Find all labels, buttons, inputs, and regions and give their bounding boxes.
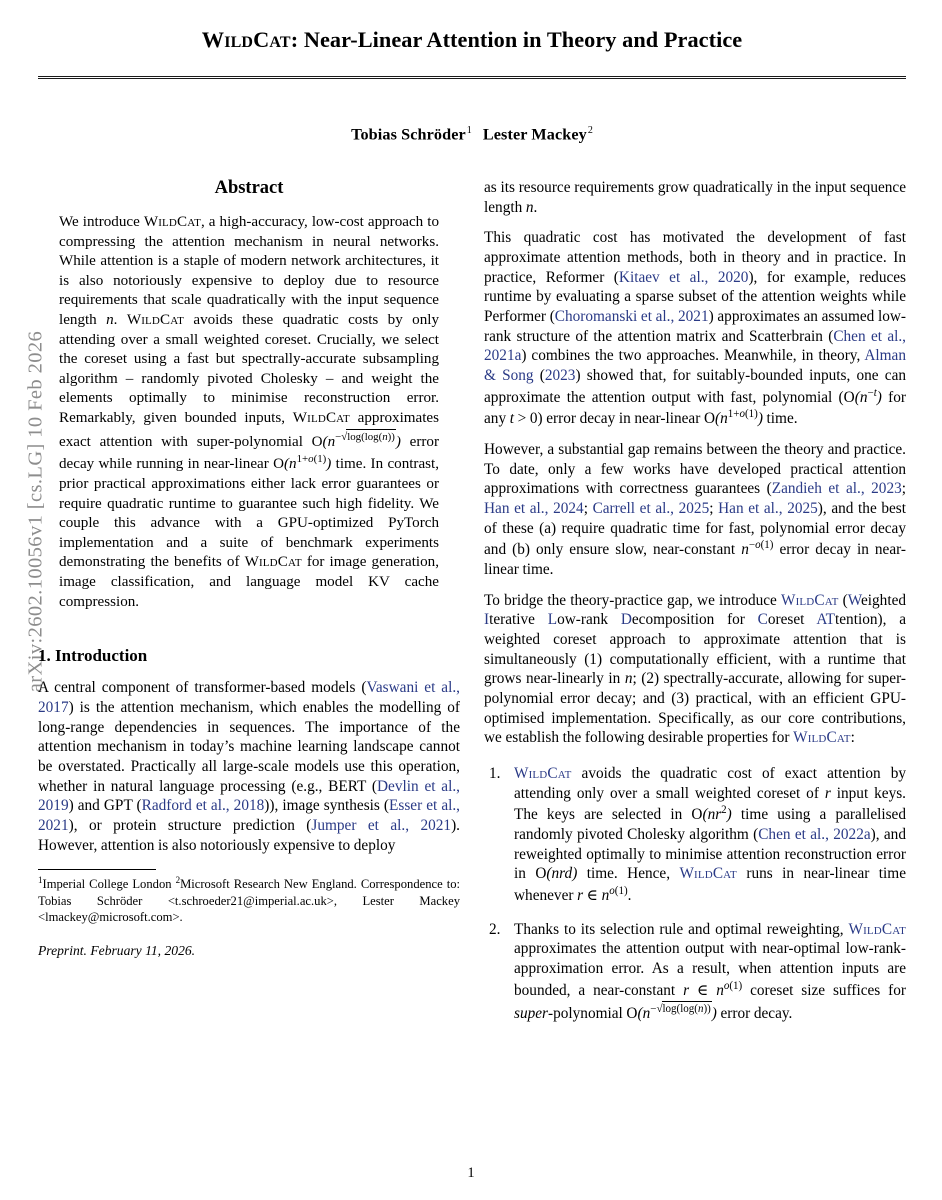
citation-link[interactable]: Carrell et al., 2025 [592, 500, 710, 518]
body-text: approximates the attention output with near-optimal low-rank-approximation error. As a result, when attention inputs are bounded, a near-constant [514, 940, 906, 999]
wildcat-mention: WildCat [793, 729, 851, 747]
abstract-text: . [113, 312, 127, 329]
right-paragraph-1 [484, 178, 906, 217]
body-text: as its resource requirements grow quadratically in the input sequence length [484, 179, 906, 216]
author-affiliation-marker: 1 [466, 125, 472, 137]
right-paragraph-3 [484, 440, 906, 580]
wildcat-expansion: Weighted Iterative Low-rank Decomposition for Coreset ATtention [484, 591, 907, 629]
body-text: time. Hence, [577, 865, 680, 883]
footnote-marker-2: 2 [175, 875, 181, 886]
citation-link[interactable]: Vaswani et al., 2017 [38, 679, 460, 716]
math-r-in-no1: r ∈ $n^{o(1)}$ [577, 885, 628, 905]
right-column [484, 178, 906, 1023]
body-text: . [627, 887, 632, 905]
abstract-text: time. In contrast, prior practical approximations either lack error guarantees or require quadratic runtime to guarantee such high fidelity. We couple this advance with a GPU-optimized PyTorch implementation and a suite of benchmark experiments demonstrating the benefits of [59, 456, 439, 571]
math-nr2: $O(nr^2)$ [691, 804, 732, 824]
paper-content [38, 0, 906, 1200]
body-text: . [533, 198, 538, 216]
wildcat-mention: WildCat [292, 410, 350, 427]
wildcat-mention: WildCat [143, 214, 201, 230]
citation-link[interactable]: 2023 [544, 366, 576, 384]
footnote-affiliation-2: Microsoft Research New England. Correspondence to: Tobias Schröder <t.schroeder21@imperial.ac.uk>, Lester Mackey <lmackey@microsoft.com>. [38, 877, 460, 925]
abstract-heading: Abstract [214, 178, 284, 198]
body-text: ), and the best of these (a) require quadratic time for fast, polynomial error decay and (b) only ensure slow, near-constant [484, 500, 906, 559]
body-text: However, a substantial gap remains between the theory and practice. To date, only a few works have developed practical attention approximations with correctness guarantees ( [484, 441, 906, 498]
wildcat-mention: WildCat [848, 920, 906, 938]
abstract-text: We introduce [59, 214, 144, 230]
introduction-paragraph [38, 678, 460, 855]
math-r: r [824, 784, 831, 802]
body-text: ) is the attention mechanism, which enables the modelling of long-range dependencies in sequences. The importance of the attention mechanism in today’s machine learning landscape cannot be overstated. Practically all large-scale models use this operation, whether in natural language processing (e.g., BERT ( [38, 698, 460, 795]
body-text: coreset size suffices for [742, 981, 906, 999]
list-item [484, 764, 906, 906]
body-text: ( [838, 591, 848, 609]
footnote-separator [38, 869, 156, 870]
body-text: ; [583, 500, 593, 518]
wildcat-mention: WildCat [514, 765, 572, 782]
body-text: Thanks to its selection rule and optimal reweighting, [514, 920, 849, 938]
list-item [484, 920, 906, 1023]
body-text: time using a parallelised randomly pivoted Cholesky algorithm ( [514, 806, 906, 844]
right-paragraph-4 [484, 591, 906, 748]
title-acronym: WildCat [201, 27, 291, 52]
citation-link[interactable]: Han et al., 2025 [718, 500, 818, 518]
body-text: : [850, 729, 855, 747]
abstract-text: avoids these quadratic costs by only attending over a small weighted coreset. Crucially, we select the coreset using a fast but spectrally-accurate subsampling algorithm – randomly pivoted Cholesky – and weight the elements optimally to minimise reconstruction error. Remarkably, given bounded inputs, [59, 312, 439, 427]
left-column [38, 178, 460, 1023]
abstract-section [38, 178, 460, 612]
author-name: Lester Mackey [482, 125, 587, 144]
body-text: ( [533, 366, 545, 384]
math-super-polynomial-rate: $O(n^{-√log(log(n))})$ [311, 430, 401, 450]
body-text: ) combines the two approaches. Meanwhile, in theory, [521, 347, 865, 365]
wildcat-mention: WildCat [679, 865, 737, 883]
body-text: ; [709, 500, 719, 518]
footnote-affiliation-1: Imperial College London [42, 877, 176, 892]
title-rest: : Near-Linear Attention in Theory and Practice [290, 27, 743, 52]
body-text: ) error decay in near-linear [537, 410, 704, 428]
math-n: n [106, 312, 114, 329]
citation-link[interactable]: Radford et al., 2018 [141, 797, 265, 815]
citation-link[interactable]: Han et al., 2024 [484, 500, 584, 518]
math-t-gt-0: t > 0 [509, 410, 538, 428]
body-text: ) and GPT ( [68, 797, 142, 815]
emphasis-super: super [514, 1004, 548, 1022]
body-text: ). However, attention is also notoriously expensive to deploy [38, 816, 460, 854]
author-list [38, 125, 906, 144]
body-text: error decay. [716, 1004, 793, 1022]
citation-link[interactable]: Choromanski et al., 2021 [554, 307, 709, 325]
citation-link[interactable]: Kitaev et al., 2020 [618, 268, 749, 286]
abstract-paragraph [59, 213, 439, 612]
math-near-constant-rate: $n^{-o(1)}$ [741, 539, 774, 559]
citation-link[interactable]: Zandieh et al., 2023 [771, 480, 902, 498]
math-super-polynomial-rate: $O(n^{-√log(log(n))})$ [626, 1002, 717, 1022]
author-affiliation-marker: 2 [587, 125, 593, 137]
body-text: To bridge the theory-practice gap, we introduce [484, 591, 782, 609]
math-near-linear-rate: $O(n^{1+o(1)})$ [273, 453, 332, 473]
abstract-text: for image generation, image classification, and language model KV cache compression. [59, 554, 439, 610]
body-text: ) approximates an assumed low-rank structure of the attention matrix and Scatterbrain ( [484, 307, 907, 345]
body-text: -polynomial [548, 1004, 627, 1022]
title-rule-top [38, 76, 906, 77]
body-text: for any [484, 388, 906, 428]
abstract-text: error decay while running in near-linear [59, 433, 439, 473]
footnote-block [38, 875, 460, 925]
math-n: n [525, 198, 534, 216]
wildcat-mention: WildCat [781, 591, 839, 609]
citation-link[interactable]: Jumper et al., 2021 [311, 816, 452, 834]
abstract-body [59, 213, 439, 612]
section-heading-introduction: 1. Introduction [38, 646, 148, 666]
body-text: ) showed that, for suitably-bounded inputs, one can approximate the attention output with fast, polynomial ( [484, 366, 907, 406]
contributions-list [484, 764, 906, 1023]
page-title [68, 26, 876, 54]
math-n: n [624, 670, 633, 688]
body-text: ), a weighted coreset approach to approximate attention that is simultaneously (1) computationally efficient, with a runtime that grows near-linearly in [484, 611, 906, 688]
body-text: A central component of transformer-based models ( [38, 679, 367, 697]
abstract-text: , a high-accuracy, low-cost approach to compressing the attention mechanism in neural networks. While attention is a staple of modern network architectures, it is also notoriously expensive to deploy due to resource requirements that scale quadratically with the input sequence length [59, 214, 439, 329]
body-text: error decay in near-linear time. [484, 541, 906, 579]
two-column-body [38, 178, 906, 1023]
body-text: ), for example, reduces runtime by evaluating a sparse subset of the attention weights while Performer ( [484, 268, 907, 325]
body-text: This quadratic cost has motivated the development of fast approximate attention methods, both in theory and in practice. In practice, Reformer ( [484, 229, 906, 286]
right-paragraph-2 [484, 228, 906, 429]
body-text: input keys. The keys are selected in [514, 784, 906, 824]
arxiv-stamp: arXiv:2602.10056v1 [cs.LG] 10 Feb 2026 [24, 330, 47, 693]
title-rule-bottom [38, 78, 906, 79]
body-text: runs in near-linear time whenever [514, 865, 906, 905]
author-name: Tobias Schröder [351, 125, 466, 144]
body-text: )), image synthesis ( [264, 797, 390, 815]
citation-link[interactable]: Chen et al., 2021a [484, 327, 907, 365]
body-text: time. [762, 410, 798, 428]
math-polynomial-rate: $O(n^{-t})$ [843, 386, 882, 406]
footnote-marker-1: 1 [38, 875, 43, 886]
body-text: ), and reweighted optimally to minimise attention reconstruction error in [514, 826, 906, 883]
math-nrd: O(nrd) [535, 865, 578, 883]
title-block [38, 0, 906, 145]
body-text: avoids the quadratic cost of exact attention by attending only over a small weighted coreset of [514, 765, 906, 802]
page-number: 1 [467, 1165, 475, 1181]
citation-link[interactable]: Esser et al., 2021 [38, 797, 461, 834]
body-text: ), or protein structure prediction ( [68, 816, 312, 834]
citation-link[interactable]: Alman & Song [484, 347, 906, 384]
math-near-linear-rate: $O(n^{1+o(1)})$ [703, 408, 763, 428]
preprint-notice: Preprint. February 11, 2026. [38, 943, 196, 959]
body-text: ; (2) spectrally-accurate, allowing for super-polynomial error decay; and (3) practical, with an efficient GPU-optimised implementation. Specifically, as our core contributions, we establish the following desirable properties for [484, 670, 906, 747]
wildcat-mention: WildCat [126, 312, 184, 329]
math-r-in-no1: r ∈ $n^{o(1)}$ [683, 979, 743, 999]
abstract-text: approximates exact attention with super-polynomial [59, 410, 439, 450]
wildcat-mention: WildCat [244, 554, 302, 571]
body-text: ; [901, 480, 907, 498]
citation-link[interactable]: Chen et al., 2022a [758, 826, 871, 844]
citation-link[interactable]: Devlin et al., 2019 [38, 777, 460, 815]
